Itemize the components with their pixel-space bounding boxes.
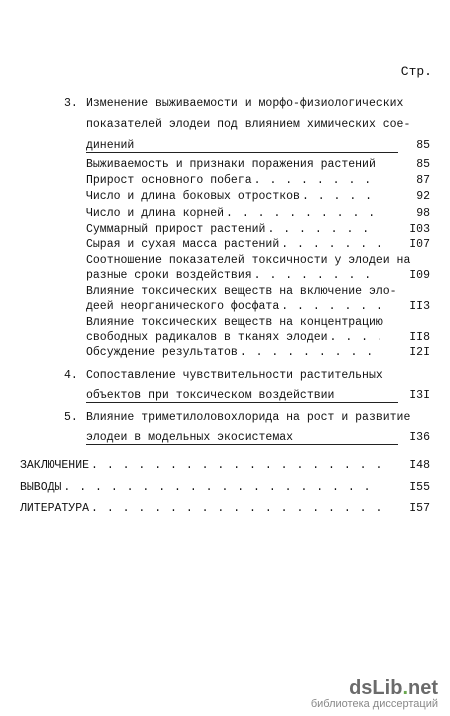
dslib-watermark [311,677,438,710]
toc-entry-page: 98 [416,207,430,220]
leader-dots [281,300,380,314]
section-4-title-line2: объектов при токсическом воздействии [86,389,335,402]
leader-dots [254,269,380,283]
section-5-underline [86,444,398,445]
section-3-title-line3: динений [86,139,135,152]
toc-entry-page: I55 [409,481,430,494]
toc-entry-text: ВЫВОДЫ [20,481,62,494]
toc-entry-references [20,502,382,516]
toc-entry [86,300,382,314]
toc-entry-page: II8 [409,331,430,344]
section-3-page: 85 [416,139,430,152]
toc-entry-page: 92 [416,190,430,203]
toc-entry [86,346,382,360]
toc-entry-text: Выживаемость и признаки поражения растений [86,158,376,171]
toc-entry-conclusion [20,459,382,473]
section-4-title-line1: Сопоставление чувствительности растительных [86,369,383,382]
toc-entry-findings [20,481,382,495]
toc-entry [86,174,382,188]
toc-entry-page: I57 [409,502,430,515]
toc-entry-text: Число и длина корней [86,207,225,220]
section-3-underline [86,152,398,153]
toc-entry-page: I2I [409,346,430,359]
leader-dots [226,207,380,221]
toc-entry-page: I03 [409,223,430,236]
toc-entry-text: ЛИТЕРАТУРА [20,502,90,515]
toc-entry-line1: Соотношение показателей токсичности у элодеи на [86,254,411,267]
toc-entry-text: Прирост основного побега [86,174,252,187]
toc-entry-line2: свободных радикалов в тканях элодеи [86,331,328,344]
toc-entry-text: Обсуждение результатов [86,346,238,359]
section-5-number: 5. [64,411,78,424]
leader-dots [378,158,380,172]
leader-dots [267,223,380,237]
section-3-number: 3. [64,97,78,110]
toc-entry-page: I07 [409,238,430,251]
toc-entry-page: I09 [409,269,430,282]
toc-entry [86,207,382,221]
section-5-page: I36 [409,431,430,444]
toc-entry-line1: Влияние токсических веществ на включение эло- [86,285,397,298]
toc-entry-text: Сырая и сухая масса растений [86,238,280,251]
section-4-page: I3I [409,389,430,402]
leader-dots [330,331,380,345]
leader-dots [281,238,380,252]
toc-entry-page: 85 [416,158,430,171]
toc-entry-page: I48 [409,459,430,472]
leader-dots [63,481,380,495]
dslib-logo [311,677,438,700]
logo-main: dsLib [349,677,403,699]
toc-entry [86,223,382,237]
toc-entry [86,331,382,345]
section-5-title-line1: Влияние триметилоловохлорида на рост и развитие [86,411,411,424]
toc-entry-text: Число и длина боковых отростков [86,190,300,203]
toc-entry-page: II3 [409,300,430,313]
page-column-header: Стр. [400,64,432,79]
section-5-title-line2: элодеи в модельных экосистемах [86,431,294,444]
section-3-title-line2: показателей элодеи под влиянием химических сое- [86,118,411,131]
logo-tld: net [408,677,438,699]
logo-dot: . [402,677,408,699]
section-4-underline [86,402,398,403]
toc-entry-page: 87 [416,174,430,187]
toc-entry [86,190,382,204]
toc-entry-text: Суммарный прирост растений [86,223,266,236]
toc-entry [86,238,382,252]
toc-entry-line2: дeей неорганического фосфата [86,300,280,313]
leader-dots [254,174,380,188]
leader-dots [302,190,380,204]
leader-dots [91,459,380,473]
toc-entry-line1: Влияние токсических веществ на концентрацию [86,316,383,329]
toc-entry [86,158,382,172]
section-3-title-line1: Изменение выживаемости и морфо-физиологических [86,97,404,110]
watermark-subtitle: библиотека диссертаций [310,698,438,710]
toc-entry-text: ЗАКЛЮЧЕНИЕ [20,459,90,472]
toc-entry [86,269,382,283]
leader-dots [91,502,380,516]
leader-dots [240,346,380,360]
section-4-number: 4. [64,369,78,382]
toc-entry-line2: разные сроки воздействия [86,269,252,282]
